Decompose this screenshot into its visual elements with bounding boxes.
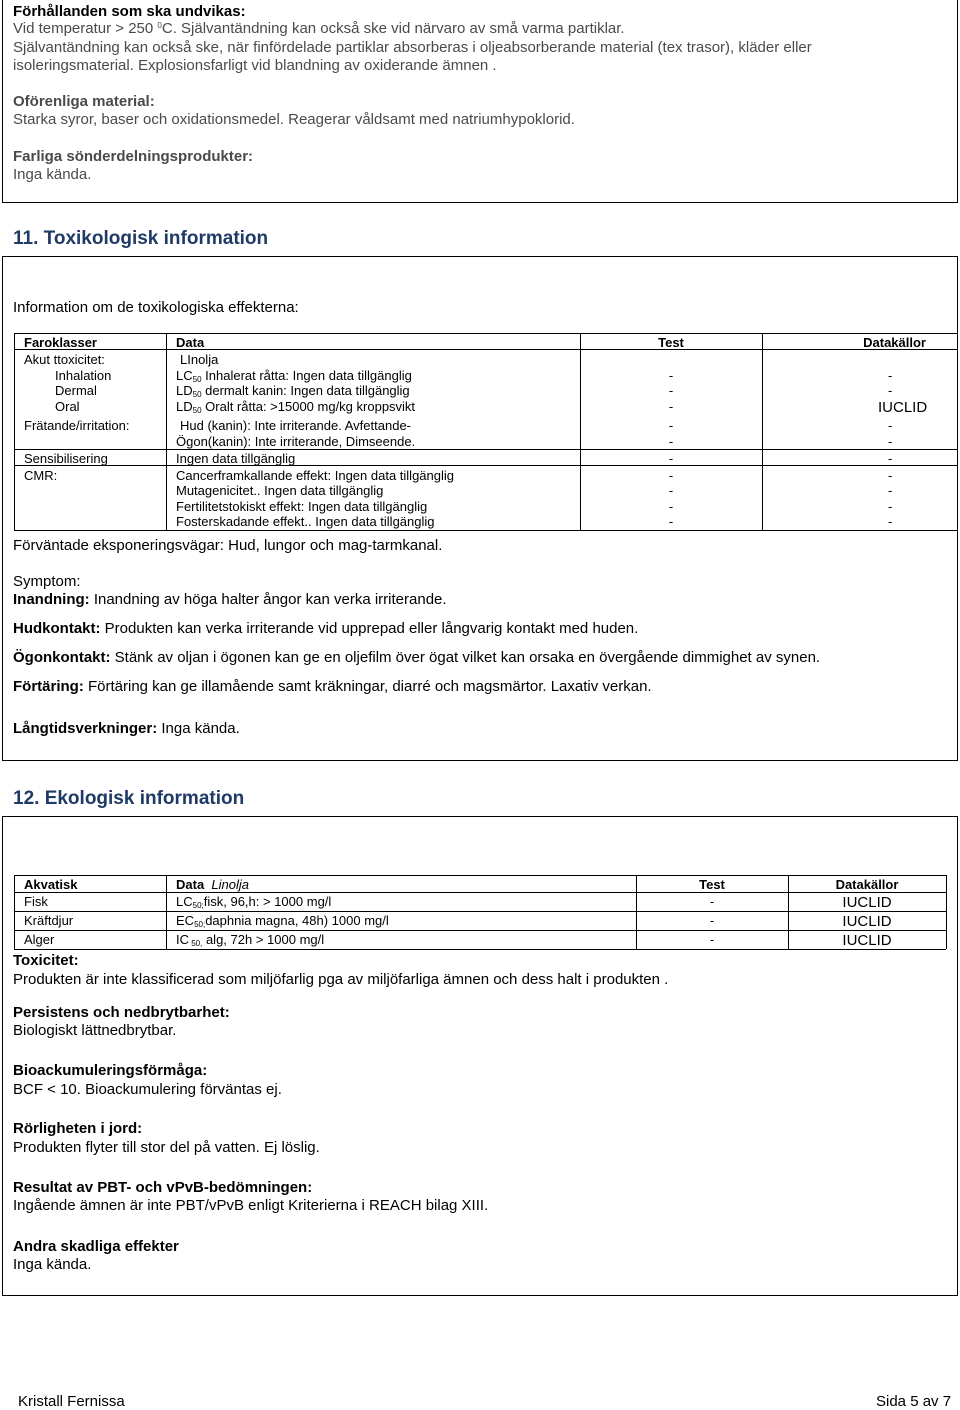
symptom-heading: Symptom: bbox=[13, 573, 81, 590]
incompatible-heading: Oförenliga material: bbox=[13, 93, 155, 110]
eco-table-col-data bbox=[166, 875, 167, 949]
eco-header-aquatic: Akvatisk bbox=[24, 877, 78, 892]
eco-table-top-rule bbox=[14, 875, 946, 876]
sens-data: Ingen data tillgänglig bbox=[176, 451, 296, 466]
cmr-source-3: - bbox=[888, 499, 893, 514]
tox-table-col-data bbox=[166, 333, 167, 530]
pbt-heading: Resultat av PBT- och vPvB-bedömningen: bbox=[13, 1179, 313, 1196]
cmr-test-4: - bbox=[668, 514, 674, 529]
sens-test: - bbox=[668, 451, 674, 466]
inhalation-source: - bbox=[888, 368, 893, 383]
eco-row-source-crustacean: IUCLID bbox=[842, 913, 892, 930]
inhalation-data: $LC_{50}$ Inhalerat råtta: Ingen data tillgänglig bbox=[176, 368, 412, 384]
cmr-source-2: - bbox=[888, 483, 893, 498]
cmr-data-4: Fosterskadande effekt.. Ingen data tillgänglig bbox=[176, 514, 435, 529]
tox-table-left-edge bbox=[14, 333, 15, 530]
symptom-inhalation: Inandning: Inandning av höga halter ångor kan verka irriterande. bbox=[13, 591, 447, 608]
eco-row-label-algae: Alger bbox=[24, 932, 55, 947]
eco-row-test-fish: - bbox=[709, 894, 715, 909]
eco-row-source-algae: IUCLID bbox=[842, 932, 892, 949]
dermal-data: $LD_{50}$ dermalt kanin: Ingen data tillgänglig bbox=[176, 383, 410, 399]
symptom-eye: Ögonkontakt: Stänk av oljan i ögonen kan ge en oljefilm över ögat vilket kan orsaka en övergående dimmighet av synen. bbox=[13, 649, 821, 666]
eco-header-source: Datakällor bbox=[835, 877, 899, 892]
inhalation-label: Inhalation bbox=[55, 368, 112, 383]
corrosive-test-2: - bbox=[668, 434, 674, 449]
eco-row-label-fish: Fisk bbox=[24, 894, 48, 909]
mobility-text: Produkten flyter till stor del på vatten. Ej löslig. bbox=[13, 1139, 320, 1156]
tox-header-data: Data bbox=[176, 335, 205, 350]
decomposition-heading: Farliga sönderdelningsprodukter: bbox=[13, 148, 254, 165]
mobility-heading: Rörligheten i jord: bbox=[13, 1120, 143, 1137]
oral-data: $LD_{50}$ Oralt råtta: >15000 mg/kg kroppsvikt bbox=[176, 399, 416, 415]
pbt-text: Ingående ämnen är inte PBT/vPvB enligt Kriterierna i REACH bilag XIII. bbox=[13, 1197, 489, 1214]
symptom-ingestion: Förtäring: Förtäring kan ge illamående samt kräkningar, diarré och magsmärtor. Laxativ verkan. bbox=[13, 678, 652, 695]
tox-header-hazard: Faroklasser bbox=[24, 335, 97, 350]
oral-source: IUCLID bbox=[878, 399, 928, 416]
conditions-line-3: isoleringsmaterial. Explosionsfarligt vid blandning av oxiderande ämnen . bbox=[13, 57, 497, 74]
corrosive-source-2: - bbox=[888, 434, 893, 449]
conditions-heading: Förhållanden som ska undvikas: bbox=[13, 3, 246, 20]
eco-table-left-edge bbox=[14, 875, 15, 949]
corrosive-source-1: - bbox=[888, 418, 893, 433]
conditions-line-2: Självantändning kan också ske, när finfördelade partiklar absorberas i oljeabsorberande material (tex trasor), kläder eller bbox=[13, 39, 812, 56]
other-effects-heading: Andra skadliga effekter bbox=[13, 1238, 179, 1255]
eco-row-test-algae: - bbox=[709, 932, 715, 947]
corrosive-label: Frätande/irritation: bbox=[24, 418, 130, 433]
corrosive-line-1: Hud (kanin): Inte irriterande. Avfettande- bbox=[180, 418, 411, 433]
tox-header-test: Test bbox=[658, 335, 684, 350]
symptom-skin: Hudkontakt: Produkten kan verka irriterande vid upprepad eller långvarig kontakt med huden. bbox=[13, 620, 639, 637]
cmr-source-1: - bbox=[888, 468, 893, 483]
bioaccumulation-heading: Bioackumuleringsförmåga: bbox=[13, 1062, 208, 1079]
incompatible-text: Starka syror, baser och oxidationsmedel. Reagerar våldsamt med natriumhypoklorid. bbox=[13, 111, 575, 128]
dermal-test: - bbox=[668, 383, 674, 398]
cmr-test-1: - bbox=[668, 468, 674, 483]
sens-source: - bbox=[888, 451, 893, 466]
eco-row-source-fish: IUCLID bbox=[842, 894, 892, 911]
inhalation-test: - bbox=[668, 368, 674, 383]
tox-table-rule-sens bbox=[14, 449, 957, 450]
persistence-text: Biologiskt lättnedbrytbar. bbox=[13, 1022, 177, 1039]
eco-table-right-edge bbox=[946, 875, 947, 949]
section-12-title: 12. Ekologisk information bbox=[13, 788, 245, 809]
sens-label: Sensibilisering bbox=[24, 451, 108, 466]
footer-product-name: Kristall Fernissa bbox=[18, 1393, 125, 1410]
section-11-title: 11. Toxikologisk information bbox=[13, 228, 269, 249]
tox-table-rule-cmr bbox=[14, 465, 957, 466]
acute-data: LInolja bbox=[180, 352, 219, 367]
eco-header-data: Data Linolja bbox=[176, 877, 250, 892]
persistence-heading: Persistens och nedbrytbarhet: bbox=[13, 1004, 230, 1021]
eco-row-data-fish: $LC_{50;}fisk$, 96,h: > 1000 mg/l bbox=[176, 894, 332, 910]
dermal-source: - bbox=[888, 383, 893, 398]
eco-table-bottom-rule bbox=[14, 949, 946, 950]
dermal-label: Dermal bbox=[55, 383, 97, 398]
cmr-test-2: - bbox=[668, 483, 674, 498]
bioaccumulation-text: BCF < 10. Bioackumulering förväntas ej. bbox=[13, 1081, 282, 1098]
other-effects-text: Inga kända. bbox=[13, 1256, 92, 1273]
exposure-routes: Förväntade eksponeringsvägar: Hud, lungor och mag-tarmkanal. bbox=[13, 537, 443, 554]
oral-test: - bbox=[668, 399, 674, 414]
cmr-data-1: Cancerframkallande effekt: Ingen data tillgänglig bbox=[176, 468, 454, 483]
footer-page-number: Sida 5 av 7 bbox=[876, 1393, 952, 1410]
corrosive-test-1: - bbox=[668, 418, 674, 433]
eco-table-rule-1 bbox=[14, 911, 946, 912]
acute-label: Akut ttoxicitet: bbox=[24, 352, 105, 367]
tox-table-top-rule bbox=[14, 333, 957, 334]
tox-table-bottom-rule bbox=[14, 530, 957, 531]
cmr-test-3: - bbox=[668, 499, 674, 514]
eco-row-data-algae: IC $_{50,}$ alg, 72h > 1000 mg/l bbox=[176, 932, 325, 948]
eco-row-test-crustacean: - bbox=[709, 913, 715, 928]
conditions-line-1: Vid temperatur > 250 $^0$C. Självantändning kan också ske vid närvaro av små varma partiklar. bbox=[13, 20, 625, 37]
corrosive-line-2: Ögon(kanin): Inte irriterande, Dimseende. bbox=[176, 434, 416, 449]
toxicology-subtitle: Information om de toxikologiska effekterna: bbox=[13, 299, 299, 316]
decomposition-text: Inga kända. bbox=[13, 166, 92, 183]
eco-row-data-crustacean: $EC_{50;}daphnia$ magna, 48h) 1000 mg/l bbox=[176, 913, 389, 929]
toxicity-text: Produkten är inte klassificerad som miljöfarlig pga av miljöfarliga ämnen och dess halt i produkten . bbox=[13, 971, 669, 988]
cmr-data-3: Fertilitetstokiskt effekt: Ingen data tillgänglig bbox=[176, 499, 428, 514]
tox-table-col-source bbox=[762, 333, 763, 530]
oral-label: Oral bbox=[55, 399, 80, 414]
cmr-source-4: - bbox=[888, 514, 893, 529]
eco-row-label-crustacean: Kräftdjur bbox=[24, 913, 74, 928]
eco-table-rule-2 bbox=[14, 930, 946, 931]
tox-header-source: Datakällor bbox=[863, 335, 926, 350]
cmr-data-2: Mutagenicitet.. Ingen data tillgänglig bbox=[176, 483, 384, 498]
symptom-longterm: Långtidsverkninger: Inga kända. bbox=[13, 720, 240, 737]
toxicity-heading: Toxicitet: bbox=[13, 952, 79, 969]
eco-header-test: Test bbox=[699, 877, 725, 892]
cmr-label: CMR: bbox=[24, 468, 58, 483]
